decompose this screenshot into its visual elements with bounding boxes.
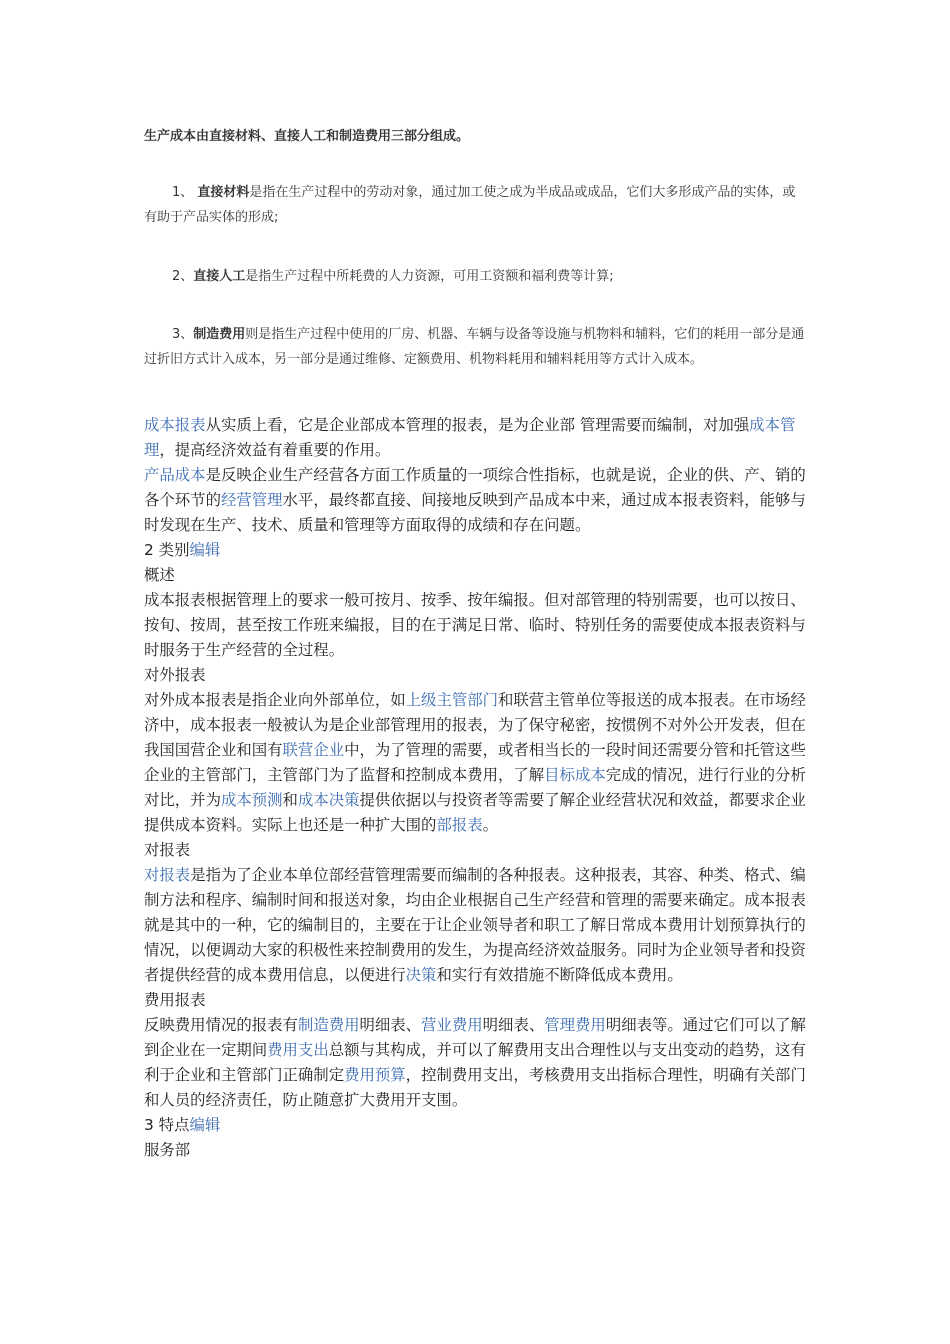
link-cost-forecast[interactable]: 成本预测 <box>220 791 283 809</box>
item-number: 3、 <box>172 327 194 342</box>
link-manufacturing-overhead[interactable]: 制造费用 <box>297 1016 360 1034</box>
edit-link[interactable]: 编辑 <box>189 1116 221 1134</box>
link-expense-spending[interactable]: 费用支出 <box>267 1041 329 1059</box>
link-business-management[interactable]: 经营管理 <box>220 491 283 509</box>
link-cost-management[interactable]: 成本管理 <box>144 416 796 459</box>
item-number: 1、 <box>172 185 198 200</box>
link-cost-decision[interactable]: 成本决策 <box>297 791 360 809</box>
link-administrative-expense[interactable]: 管理费用 <box>544 1016 606 1034</box>
paragraph-cost-report-purpose: 成本报表从实质上看，它是企业部成本管理的报表，是为企业部 管理需要而编制，对加强成本管理，提高经济效益有着重要的作用。 <box>144 416 796 459</box>
intro-section <box>144 127 808 372</box>
item-term: 直接人工 <box>193 269 246 284</box>
subheading-service-department: 服务部 <box>144 1141 191 1159</box>
link-joint-venture[interactable]: 联营企业 <box>282 741 345 759</box>
subheading-internal-report: 对报表 <box>144 841 191 859</box>
item-term: 直接材料 <box>197 185 250 200</box>
paragraph-expense-report: 反映费用情况的报表有制造费用明细表、营业费用明细表、管理费用明细表等。通过它们可以了解到企业在一定期间费用支出总额与其构成，并可以了解费用支出合理性以与支出变动的趋势，这有利于企业和主管部门正确制定费用预算，控制费用支出，考核费用支出指标合理性，明确有关部门和人员的经济责任，防止随意扩大费用开支围。 <box>144 1016 806 1109</box>
item-text: 是指生产过程中所耗费的人力资源，可用工资额和福利费等计算; <box>245 269 614 284</box>
item-number: 2、 <box>172 269 194 284</box>
link-decision[interactable]: 决策 <box>405 966 437 984</box>
link-supervising-department[interactable]: 上级主管部门 <box>405 691 499 709</box>
subheading-expense-report: 费用报表 <box>144 991 206 1009</box>
link-internal-report[interactable]: 部报表 <box>436 816 483 834</box>
link-expense-budget[interactable]: 费用预算 <box>344 1066 406 1084</box>
article-body <box>144 413 808 1163</box>
link-target-cost[interactable]: 目标成本 <box>544 766 606 784</box>
section-heading-features: 3 特点编辑 <box>144 1116 221 1134</box>
item-text: 则是指生产过程中使用的厂房、机器、车辆与设备等设施与机物料和辅料，它们的耗用一部分是通过折旧方式计入成本，另一部分是通过维修、定额费用、机物料耗用和辅料耗用等方式计入成本。 <box>144 327 805 367</box>
item-term: 制造费用 <box>193 327 246 342</box>
link-operating-expense[interactable]: 营业费用 <box>421 1016 483 1034</box>
intro-item-direct-labor <box>144 264 808 289</box>
intro-title: 生产成本由直接材料、直接人工和制造费用三部分组成。 <box>144 129 470 144</box>
intro-item-direct-materials <box>144 180 808 230</box>
intro-item-manufacturing-overhead <box>144 322 808 372</box>
link-cost-report[interactable]: 成本报表 <box>144 416 206 434</box>
paragraph-product-cost: 产品成本是反映企业生产经营各方面工作质量的一项综合性指标，也就是说，企业的供、产、销的各个环节的经营管理水平，最终都直接、间接地反映到产品成本中来，通过成本报表资料，能够与时发现在生产、技术、质量和管理等方面取得的成绩和存在问题。 <box>144 466 806 534</box>
paragraph-overview: 成本报表根据管理上的要求一般可按月、按季、按年编报。但对部管理的特别需要，也可以按日、按旬、按周，甚至按工作班来编报，目的在于满足日常、临时、特别任务的需要使成本报表资料与时服务于生产经营的全过程。 <box>144 591 806 659</box>
paragraph-external-report: 对外成本报表是指企业向外部单位，如上级主管部门和联营主管单位等报送的成本报表。在市场经济中，成本报表一般被认为是企业部管理用的报表，为了保守秘密，按惯例不对外公开发表，但在我国国营企业和国有联营企业中，为了管理的需要，或者相当长的一段时间还需要分管和托管这些企业的主管部门，主管部门为了监督和控制成本费用，了解目标成本完成的情况，进行行业的分析对比，并为成本预测和成本决策提供依据以与投资者等需要了解企业经营状况和效益，都要求企业提供成本资料。实际上也还是一种扩大围的部报表。 <box>144 691 806 834</box>
subheading-external-report: 对外报表 <box>144 666 206 684</box>
item-text: 是指在生产过程中的劳动对象，通过加工使之成为半成品或成品，它们大多形成产品的实体，或有助于产品实体的形成; <box>144 185 796 225</box>
paragraph-internal-report: 对报表是指为了企业本单位部经营管理需要而编制的各种报表。这种报表，其容、种类、格式、编制方法和程序、编制时间和报送对象，均由企业根据自己生产经营和管理的需要来确定。成本报表就是其中的一种，它的编制目的，主要在于让企业领导者和职工了解日常成本费用计划预算执行的情况，以便调动大家的积极性来控制费用的发生，为提高经济效益服务。同时为企业领导者和投资者提供经营的成本费用信息，以便进行决策和实行有效措施不断降低成本费用。 <box>144 866 806 984</box>
link-internal-report-term[interactable]: 对报表 <box>144 866 191 884</box>
subheading-overview: 概述 <box>144 566 175 584</box>
link-product-cost[interactable]: 产品成本 <box>144 466 206 484</box>
edit-link[interactable]: 编辑 <box>189 541 221 559</box>
section-heading-categories: 2 类别编辑 <box>144 541 221 559</box>
